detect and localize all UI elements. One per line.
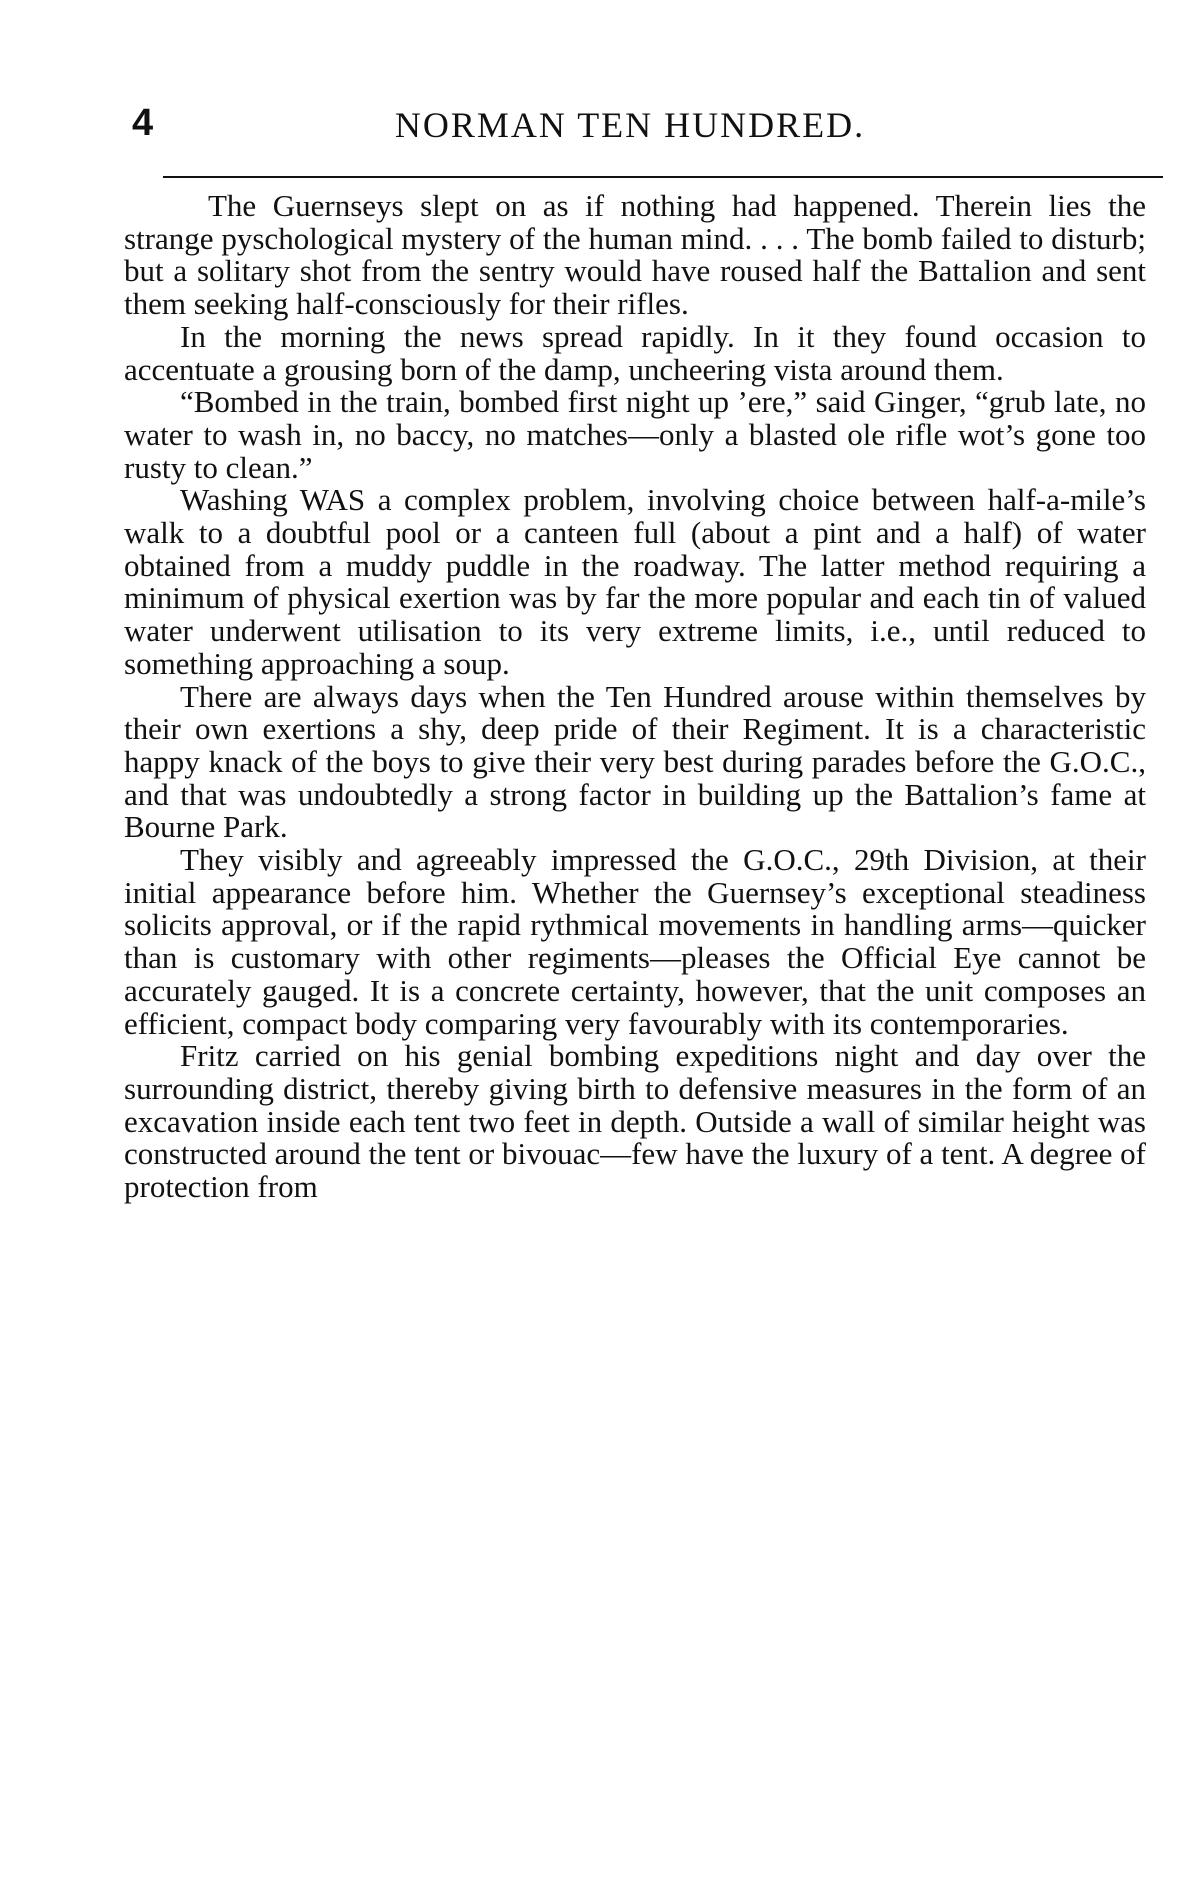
- paragraph-1: The Guernseys slept on as if nothing had happened. Therein lies the strange pyschological mystery of the human mind. . . . The bomb failed to disturb; but a solitary shot from the sentry would have roused half the Battalion and sent them seeking half-consciously for their rifles.: [124, 188, 1146, 322]
- paragraph-7: Fritz carried on his genial bombing expeditions night and day over the surrounding district, thereby giving birth to defensive measures in the form of an excavation inside each tent two feet in depth. Outside a wall of similar height was constructed around the tent or bivouac—few have the luxury of a tent. A degree of protection from: [124, 1038, 1146, 1205]
- paragraph-4: Washing WAS a complex problem, involving choice between half-a-mile’s walk to a doubtful pool or a canteen full (about a pint and a half) of water obtained from a muddy puddle in the roadway. The latter method requiring a minimum of physical exertion was by far the more popular and each tin of valued water underwent utilisation to its very extreme limits, i.e., until reduced to something approaching a soup.: [124, 482, 1146, 681]
- paragraph-6: They visibly and agreeably impressed the G.O.C., 29th Division, at their initial appearance before him. Whether the Guernsey’s exceptional steadiness solicits approval, or if the rapid rythmical movements in handling arms—quicker than is customary with other regiments—pleases the Official Eye cannot be accurately gauged. It is a concrete certainty, however, that the unit composes an efficient, compact body comparing very favourably with its contemporaries.: [124, 842, 1146, 1041]
- body-text: [124, 190, 1146, 1204]
- running-title: NORMAN TEN HUNDRED.: [394, 105, 866, 145]
- page-header: [120, 96, 1140, 156]
- paragraph-2: In the morning the news spread rapidly. In it they found occasion to accentuate a grousing born of the damp, uncheering vista around them.: [124, 318, 1146, 387]
- page-number: 4: [132, 102, 154, 144]
- paragraph-5: There are always days when the Ten Hundred arouse within themselves by their own exertions a shy, deep pride of their Regiment. It is a characteristic happy knack of the boys to give their very best during parades before the G.O.C., and that was undoubtedly a strong factor in building up the Battalion’s fame at Bourne Park.: [124, 678, 1146, 845]
- header-rule: [163, 176, 1163, 178]
- paragraph-3: “Bombed in the train, bombed first night up ’ere,” said Ginger, “grub late, no water to wash in, no baccy, no matches—only a blasted ole rifle wot’s gone too rusty to clean.”: [124, 384, 1146, 485]
